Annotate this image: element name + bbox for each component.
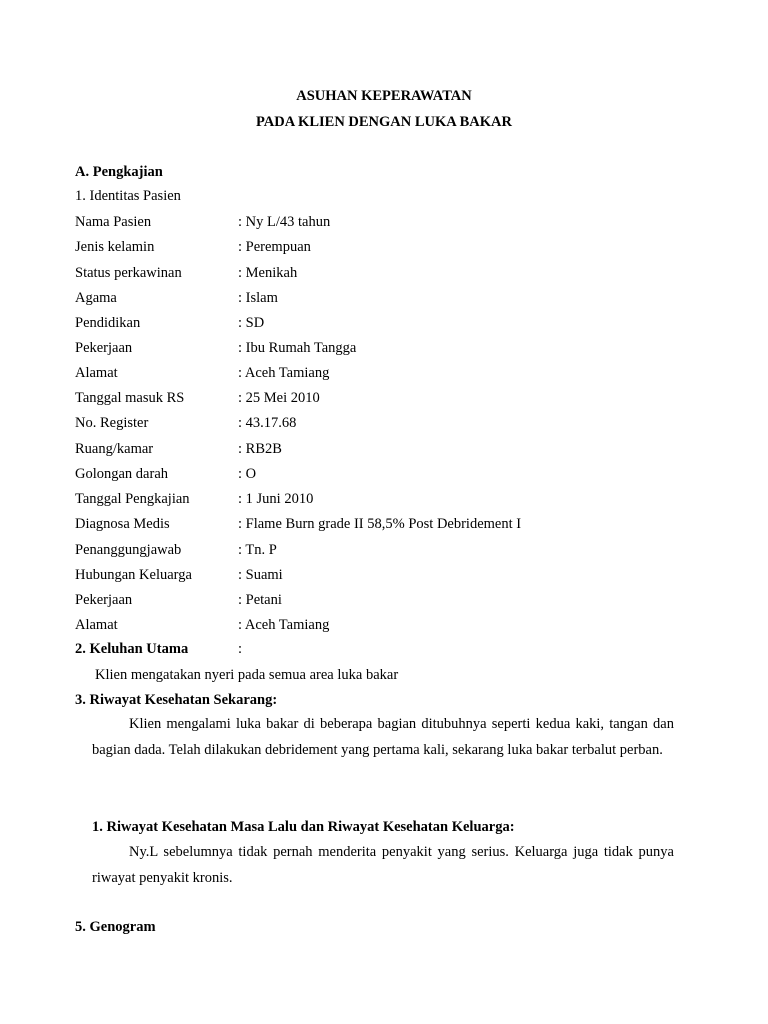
keluhan-utama-text: Klien mengatakan nyeri pada semua area luka bakar — [95, 667, 399, 683]
field-label-hubungan-keluarga: Hubungan Keluarga — [75, 567, 192, 583]
genogram-heading: 5. Genogram — [75, 919, 156, 935]
field-label-nama-pasien: Nama Pasien — [75, 214, 152, 230]
field-value-tanggal-pengkajian: : 1 Juni 2010 — [238, 491, 314, 507]
field-label-alamat: Alamat — [75, 365, 118, 381]
field-value-diagnosa-medis: : Flame Burn grade II 58,5% Post Debridement I — [238, 516, 522, 532]
field-label-status-perkawinan: Status perkawinan — [75, 265, 182, 281]
field-label-pekerjaan: Pekerjaan — [75, 340, 133, 356]
field-value-pendidikan: : SD — [238, 315, 265, 331]
riwayat-sekarang-paragraph: Klien mengalami luka bakar di beberapa bagian ditubuhnya seperti kedua kaki, tangan dan bagian dada. Telah dilakukan debridement yang pertama kali, sekarang luka bakar terbalut perban. — [92, 716, 674, 758]
field-label-golongan-darah: Golongan darah — [75, 466, 169, 482]
field-label-tanggal-pengkajian: Tanggal Pengkajian — [75, 491, 190, 507]
field-label-alamat-penanggungjawab: Alamat — [75, 617, 118, 633]
field-label-tanggal-masuk: Tanggal masuk RS — [75, 390, 185, 406]
field-label-pekerjaan-penanggungjawab: Pekerjaan — [75, 592, 133, 608]
field-label-penanggungjawab: Penanggungjawab — [75, 542, 182, 558]
field-label-diagnosa-medis: Diagnosa Medis — [75, 516, 170, 532]
field-value-pekerjaan-penanggungjawab: : Petani — [238, 592, 282, 608]
field-value-nama-pasien: : Ny L/43 tahun — [238, 214, 331, 230]
field-value-hubungan-keluarga: : Suami — [238, 567, 283, 583]
field-label-no-register: No. Register — [75, 415, 149, 431]
field-label-pendidikan: Pendidikan — [75, 315, 141, 331]
field-value-golongan-darah: : O — [238, 466, 257, 482]
document-subtitle: PADA KLIEN DENGAN LUKA BAKAR — [256, 114, 512, 130]
field-value-penanggungjawab: : Tn. P — [238, 542, 277, 558]
riwayat-lalu-paragraph: Ny.L sebelumnya tidak pernah menderita penyakit yang serius. Keluarga juga tidak punya riwayat penyakit kronis. — [92, 844, 674, 886]
field-label-jenis-kelamin: Jenis kelamin — [75, 239, 155, 255]
field-value-alamat-penanggungjawab: : Aceh Tamiang — [238, 617, 330, 633]
keluhan-utama-colon: : — [238, 641, 243, 657]
keluhan-utama-heading: 2. Keluhan Utama — [75, 641, 189, 657]
field-value-jenis-kelamin: : Perempuan — [238, 239, 311, 255]
field-value-agama: : Islam — [238, 290, 278, 306]
field-value-status-perkawinan: : Menikah — [238, 265, 298, 281]
field-value-pekerjaan: : Ibu Rumah Tangga — [238, 340, 357, 356]
document-title: ASUHAN KEPERAWATAN — [296, 88, 472, 104]
field-label-ruang-kamar: Ruang/kamar — [75, 441, 154, 457]
riwayat-sekarang-heading: 3. Riwayat Kesehatan Sekarang: — [75, 692, 278, 708]
field-value-alamat: : Aceh Tamiang — [238, 365, 330, 381]
section-a-heading: A. Pengkajian — [75, 164, 163, 180]
field-label-agama: Agama — [75, 290, 117, 306]
field-value-no-register: : 43.17.68 — [238, 415, 297, 431]
riwayat-lalu-heading: 1. Riwayat Kesehatan Masa Lalu dan Riwayat Kesehatan Keluarga: — [92, 819, 515, 835]
identity-subheading: 1. Identitas Pasien — [75, 188, 181, 204]
field-value-tanggal-masuk: : 25 Mei 2010 — [238, 390, 320, 406]
field-value-ruang-kamar: : RB2B — [238, 441, 282, 457]
